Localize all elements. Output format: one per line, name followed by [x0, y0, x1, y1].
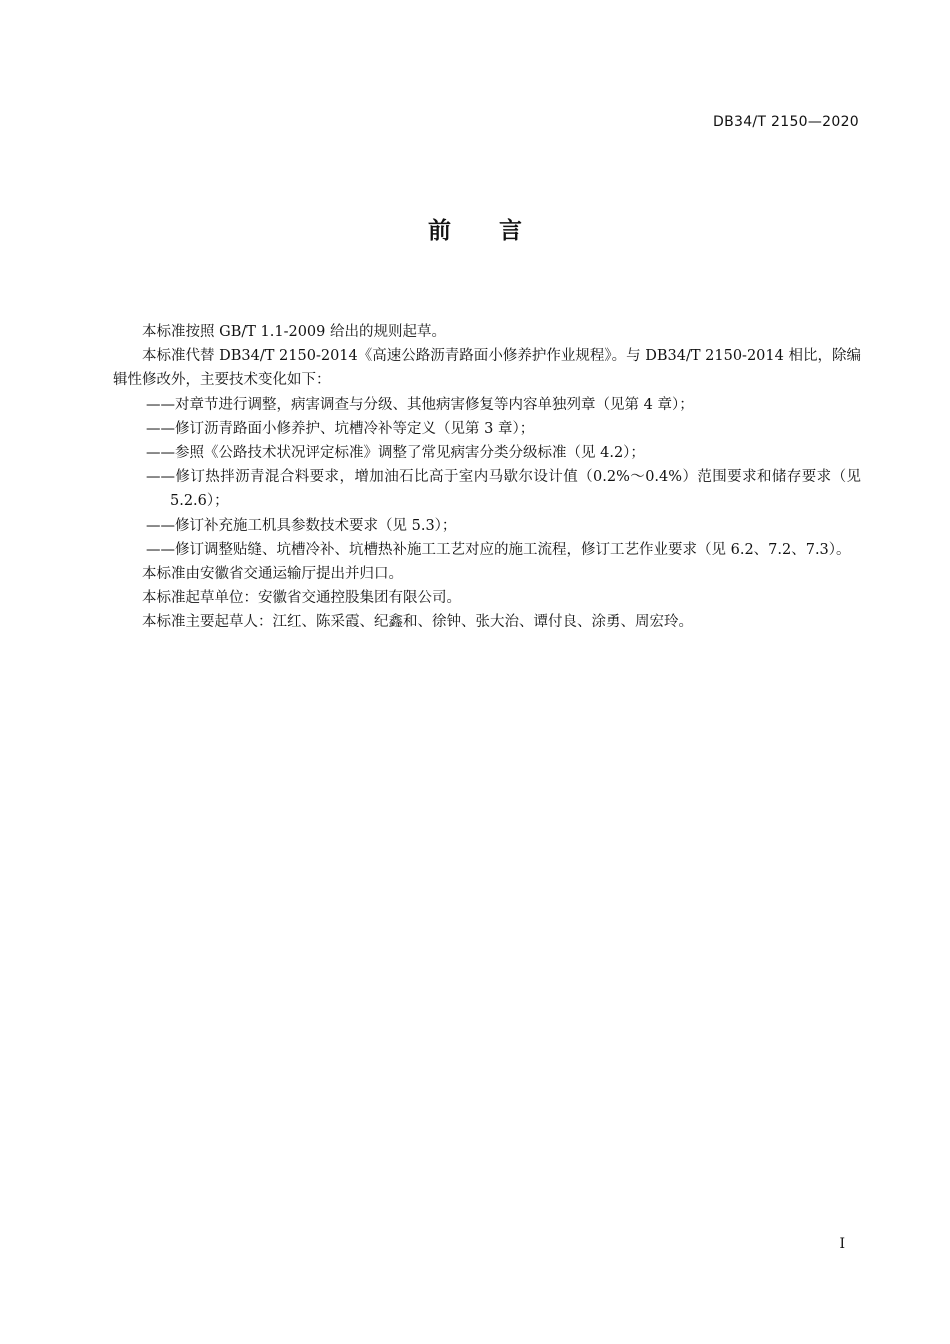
- change-item: ——对章节进行调整，病害调查与分级、其他病害修复等内容单独列章（见第 4 章）；: [146, 396, 694, 413]
- paragraph-replaces: 本标准代替 DB34/T 2150-2014《高速公路沥青路面小修养护作业规程》。与 DB34/T 2150-2014 相比，除编辑性修改外，主要技术变化如下：: [113, 348, 861, 389]
- change-item: ——修订补充施工机具参数技术要求（见 5.3）；: [146, 517, 457, 534]
- page-number: I: [839, 1236, 845, 1252]
- document-body: [113, 320, 861, 635]
- change-item: ——参照《公路技术状况评定标准》调整了常见病害分类分级标准（见 4.2）；: [146, 445, 645, 462]
- change-item: ——修订调整贴缝、坑槽冷补、坑槽热补施工工艺对应的施工流程，修订工艺作业要求（见 6.2、7.2、7.3）。: [146, 541, 851, 558]
- change-item: ——修订沥青路面小修养护、坑槽冷补等定义（见第 3 章）；: [146, 420, 535, 437]
- page-title: 前 言: [427, 218, 542, 244]
- paragraph-drafting-unit: 本标准起草单位：安徽省交通控股集团有限公司。: [142, 590, 461, 607]
- paragraph-drafting-rules: 本标准按照 GB/T 1.1-2009 给出的规则起草。: [142, 324, 446, 340]
- standard-code: DB34/T 2150—2020: [713, 114, 859, 130]
- change-item: ——修订热拌沥青混合料要求，增加油石比高于室内马歇尔设计值（0.2%～0.4%）范围要求和储存要求（见 5.2.6）；: [146, 469, 861, 510]
- paragraph-proposer: 本标准由安徽省交通运输厅提出并归口。: [142, 566, 403, 583]
- paragraph-drafters: 本标准主要起草人：江红、陈采霞、纪鑫和、徐钟、张大治、谭付良、涂勇、周宏玲。: [142, 614, 693, 631]
